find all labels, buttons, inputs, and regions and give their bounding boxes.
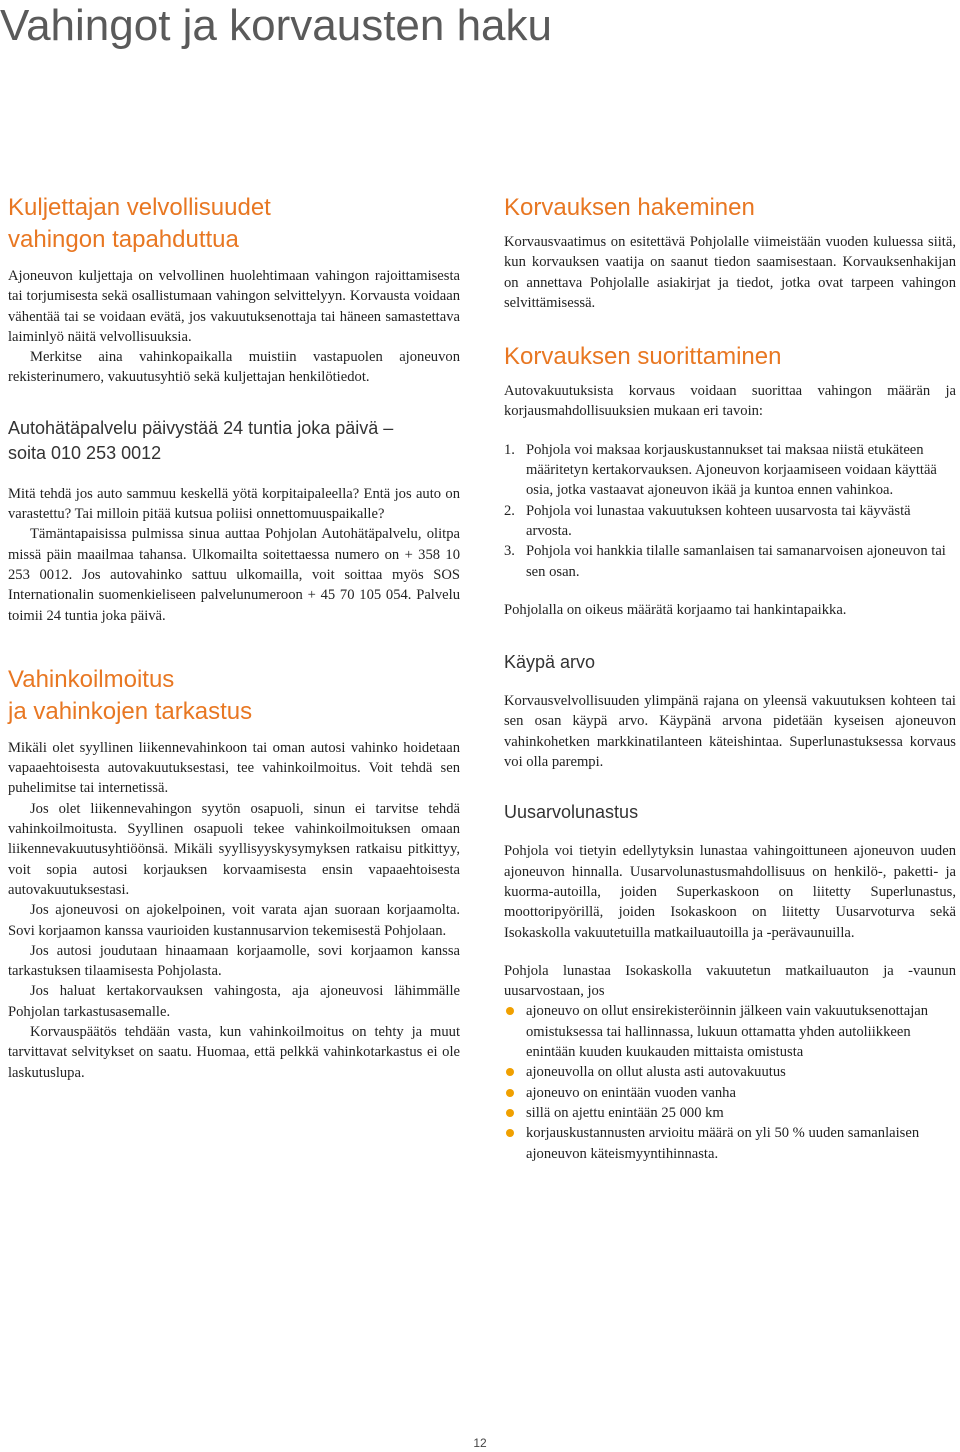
- list-number: 1.: [504, 441, 515, 458]
- right-column: [504, 192, 956, 1164]
- list-item: [504, 440, 956, 501]
- paragraph: Pohjolalla on oikeus määrätä korjaamo tai hankintapaikka.: [504, 601, 847, 618]
- list-item: [504, 501, 956, 542]
- heading-damage-report: [8, 664, 460, 728]
- paragraph: Merkitse aina vahinkopaikalla muistiin vastapuolen ajoneuvon rekisterinumero, vakuutusyhtiö sekä kuljettajan henkilötiedot.: [8, 349, 460, 386]
- heading-emergency-service: [8, 416, 460, 466]
- compensation-method-list: [504, 440, 956, 582]
- heading-line: ja vahinkojen tarkastus: [8, 697, 253, 725]
- list-item: [504, 541, 956, 582]
- list-text: Pohjola voi maksaa korjauskustannukset tai maksaa niistä etukäteen määritetyn kertakorvauksen. Ajoneuvon korjaamiseen voidaan käyttää osia, jotka vastaavat ajoneuvon ikää ja kuntoa ennen vahinkoa.: [526, 441, 937, 499]
- heading-line: soita 010 253 0012: [8, 442, 162, 463]
- page-title: Vahingot ja korvausten haku: [0, 1, 552, 50]
- heading-driver-duties: [8, 192, 460, 256]
- bullet-item: korjauskustannusten arvioitu määrä on yli 50 % uuden samanlaisen ajoneuvon käteismyyntihinnasta.: [504, 1123, 956, 1164]
- paragraph: Mitä tehdä jos auto sammuu keskellä yötä korpitaipaleella? Entä jos auto on varastettu? Tai milloin pitää kutsua poliisi onnettomuuspaikalle?: [8, 485, 460, 523]
- paragraph: Jos ajoneuvosi on ajokelpoinen, voit varata ajan suoraan korjaamolta. Sovi korjaamon kanssa vaurioiden kustannusarvion tekemisestä Pohjolaan.: [8, 902, 460, 939]
- paragraph: Jos olet liikennevahingon syytön osapuoli, sinun ei tarvitse tehdä vahinkoilmoitusta. Syyllinen osapuoli tekee vahinkoilmoituksen omaan liikennevakuutusyhtiöönsä. Mikäli syyllisyyskysymyksen ratkaisu pitkittyy, voit sopia autosi korjauksen korvaamisesta ensin vapaaehtoisesta autovakuutuksestasi.: [8, 800, 460, 898]
- paragraph: Ajoneuvon kuljettaja on velvollinen huolehtimaan vahingon rajoittamisesta tai torjumisesta sekä osallistumaan vahingon selvittelyyn. Korvausta voidaan vähentää tai se voidaan evätä, jos vakuutuksenottaja tai häneen samastettava laiminlyö näitä velvollisuuksia.: [8, 268, 460, 345]
- paragraph: Jos haluat kertakorvauksen vahingosta, aja ajoneuvosi lähimmälle Pohjolan tarkastusasemalle.: [8, 983, 460, 1020]
- page-number: 12: [473, 1436, 487, 1450]
- paragraph: Korvauspäätös tehdään vasta, kun vahinkoilmoitus on tehty ja muut tarvittavat selvitykset on saatu. Huomaa, että pelkkä vahinkotarkastus ei ole laskutuslupa.: [8, 1024, 460, 1081]
- heading-line: Autohätäpalvelu päivystää 24 tuntia joka päivä –: [8, 417, 394, 438]
- heading-new-value-redemption: Uusarvolunastus: [504, 802, 639, 823]
- bullet-item: sillä on ajettu enintään 25 000 km: [504, 1103, 956, 1123]
- heading-line: vahingon tapahduttua: [8, 226, 239, 253]
- paragraph: Korvausvelvollisuuden ylimpänä rajana on yleensä vakuutuksen kohteen tai sen osan käypä arvo. Käypänä arvona pidetään kyseisen ajoneuvon vahinkohetken markkinatilanteen käteishintaa. Superlunastuksessa korvaus voi olla parempi.: [504, 693, 956, 771]
- bullet-item: ajoneuvo on ollut ensirekisteröinnin jälkeen vain vakuutuksenottajan omistuksessa tai hallinnassa, lukuun ottamatta yhden autoliikkeen enintään kuuden kuukauden mittaista omistusta: [504, 1001, 956, 1062]
- paragraph: Pohjola lunastaa Isokaskolla vakuutetun matkailuauton ja -vaunun uusarvostaan, jos: [504, 962, 956, 1000]
- list-text: Pohjola voi hankkia tilalle samanlaisen tai samanarvoisen ajoneuvon tai sen osan.: [526, 543, 946, 580]
- list-number: 2.: [504, 502, 515, 519]
- list-number: 3.: [504, 543, 515, 560]
- paragraph: Jos autosi joudutaan hinaamaan korjaamolle, sovi korjaamon kanssa tarkastuksen tilaamisesta Pohjolasta.: [8, 942, 460, 980]
- paragraph: Korvausvaatimus on esitettävä Pohjolalle viimeistään vuoden kuluessa siitä, kun korvauksen vaatija on saanut tiedon saamisestaan. Korvauksenhakijan on annettava Pohjolalle asiakirjat ja tiedot, jotka ovat tarpeen vahingon selvittämisessä.: [504, 234, 956, 311]
- paragraph: Mikäli olet syyllinen liikennevahinkoon tai oman autosi vahinko hoidetaan vapaaehtoisesta autovakuutuksestasi, tee vahinkoilmoitus. Voit tehdä sen puhelimitse tai internetissä.: [8, 739, 460, 797]
- bullet-item: ajoneuvo on enintään vuoden vanha: [504, 1083, 956, 1103]
- list-text: Pohjola voi lunastaa vakuutuksen kohteen uusarvosta tai käyvästä arvosta.: [526, 502, 911, 539]
- condition-bullet-list: [504, 1001, 956, 1163]
- heading-compensation: Korvauksen suorittaminen: [504, 343, 782, 371]
- heading-claiming: Korvauksen hakeminen: [504, 194, 755, 221]
- bullet-item: ajoneuvolla on ollut alusta asti autovakuutus: [504, 1062, 956, 1082]
- heading-line: Vahinkoilmoitus: [8, 665, 175, 693]
- heading-fair-value: Käypä arvo: [504, 652, 596, 673]
- paragraph: Autovakuutuksista korvaus voidaan suorittaa vahingon määrän ja korjausmahdollisuuksien mukaan eri tavoin:: [504, 383, 956, 420]
- heading-line: Kuljettajan velvollisuudet: [8, 194, 271, 221]
- left-column: [8, 192, 460, 1083]
- paragraph: Pohjola voi tietyin edellytyksin lunastaa vahingoittuneen ajoneuvon uuden ajoneuvon hinnalla. Uusarvolunastusmahdollisuus on henkilö-, paketti- ja kuorma-autoilla, joiden Superkaskoon on liitetty Superlunastus, moottoripyörillä, joiden Isokaskoon on liitetty Uusarvoturva sekä Isokaskolla vakuutetuilla matkailuautoilla ja -perävaunuilla.: [504, 843, 956, 941]
- paragraph: Tämäntapaisissa pulmissa sinua auttaa Pohjolan Autohätäpalvelu, olitpa missä päin maailmaa tahansa. Ulkomailta soitettaessa numero on + 358 10 253 0012. Jos autovahinko sattuu ulkomailla, voit soittaa myös SOS Internationalin suomenkieliseen palvelunumeroon + 45 70 105 054. Palvelu toimii 24 tuntia joka päivä.: [8, 526, 460, 624]
